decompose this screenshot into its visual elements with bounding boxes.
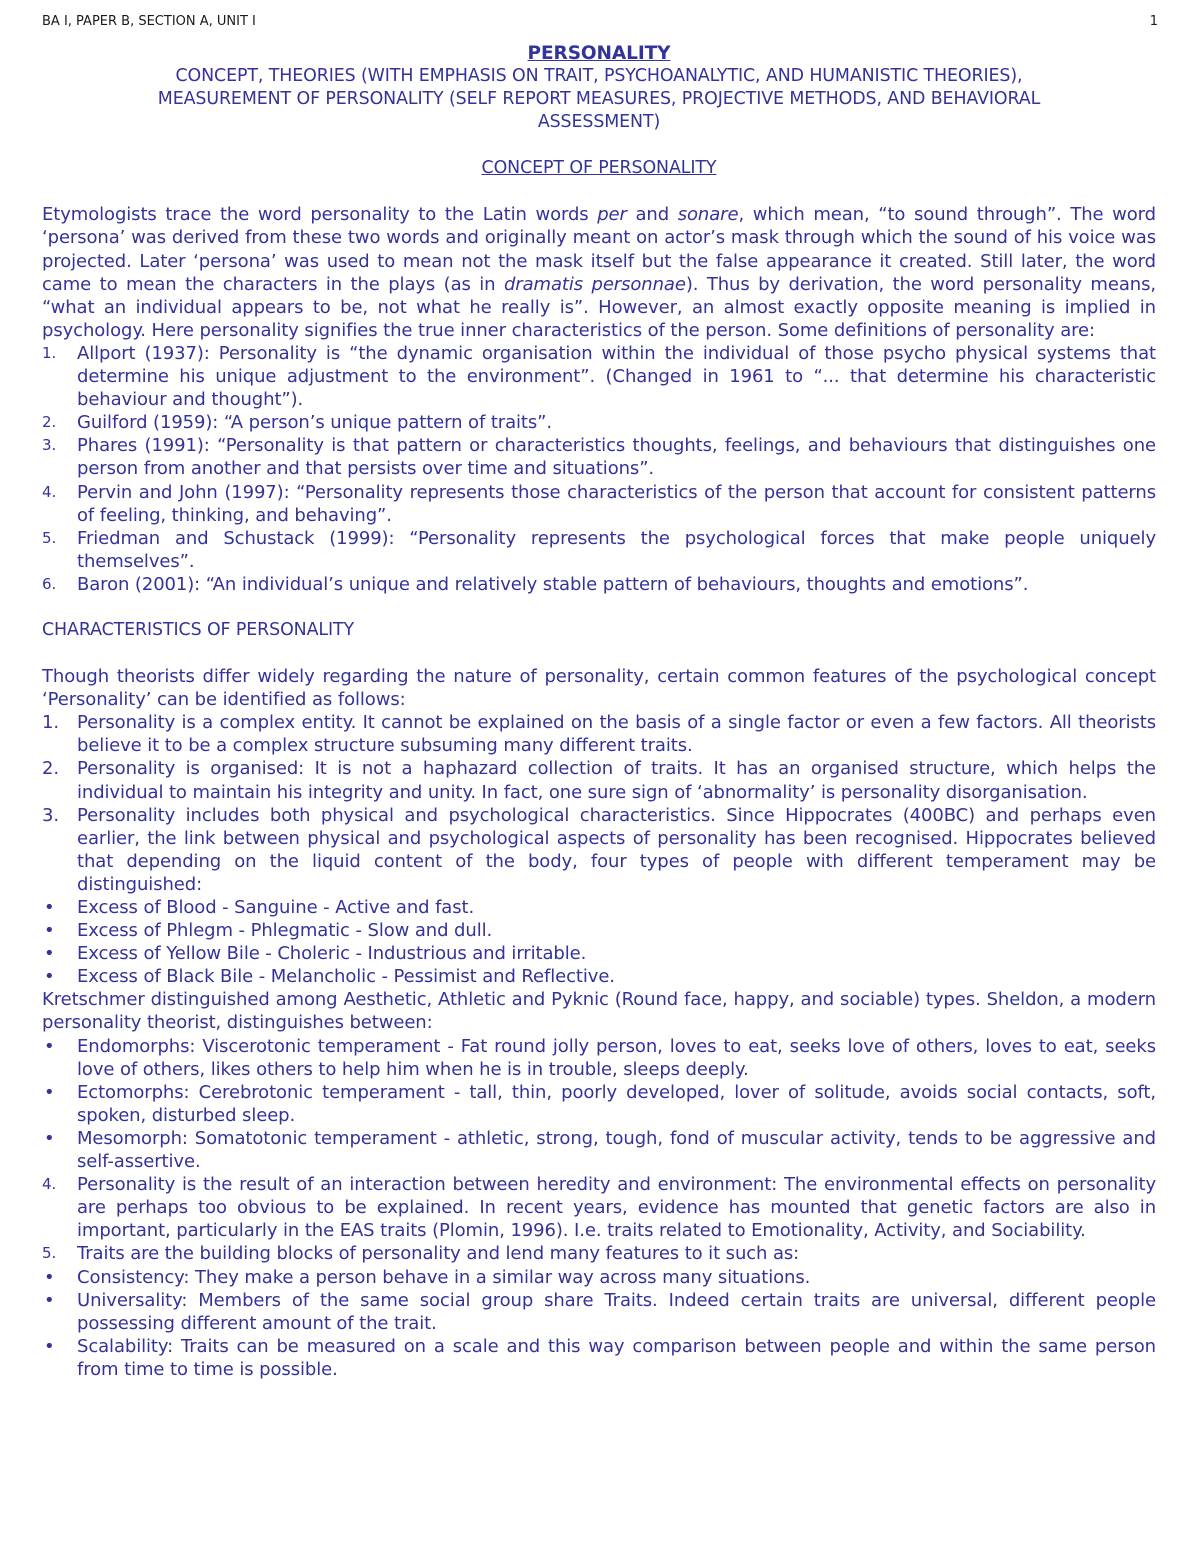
bullet-icon: • (44, 966, 55, 988)
definitions-list (42, 342, 1156, 596)
definition-item (42, 434, 1156, 480)
list-number: 4. (42, 1175, 57, 1194)
somatotype-list (42, 1035, 1156, 1174)
subtitle-line-2: MEASUREMENT OF PERSONALITY (SELF REPORT MEASURES, PROJECTIVE METHODS, AND BEHAVIORAL (157, 89, 1041, 110)
subtitle-line-1: CONCEPT, THEORIES (WITH EMPHASIS ON TRAIT, PSYCHOANALYTIC, AND HUMANISTIC THEORIES), (175, 66, 1023, 86)
bullet-item (42, 896, 1156, 919)
bullet-icon: • (44, 1081, 55, 1103)
bullet-text: Excess of Blood - Sanguine - Active and fast. (77, 897, 475, 918)
bullet-text: Excess of Phlegm - Phlegmatic - Slow and dull. (77, 920, 493, 942)
concept-heading: CONCEPT OF PERSONALITY (481, 158, 717, 179)
temperament-list (42, 896, 1156, 988)
definition-item (42, 481, 1156, 527)
bullet-item (42, 1035, 1156, 1081)
characteristics-list (42, 711, 1156, 896)
bullet-icon: • (44, 897, 55, 918)
bullet-text: Consistency: They make a person behave in a similar way across many situations. (77, 1266, 811, 1288)
intro-text-b: and (626, 204, 678, 226)
bullet-item (42, 1081, 1156, 1127)
characteristic-text: Personality is a complex entity. It cannot be explained on the basis of a single factor or even a few factors. All theorists believe it to be a complex structure subsuming many different traits. (77, 712, 1156, 757)
intro-text-a: Etymologists trace the word personality to the Latin words (42, 204, 598, 226)
intro-term-per: per (597, 204, 627, 226)
bullet-item (42, 1266, 1156, 1289)
list-number: 6. (42, 574, 57, 593)
list-number: 3. (42, 436, 57, 455)
characteristic-item (42, 804, 1156, 896)
characteristics-list-continued (42, 1173, 1156, 1265)
document-body (42, 42, 1156, 1381)
list-number: 5. (42, 528, 57, 547)
bullet-text: Universality: Members of the same social group share Traits. Indeed certain traits are universal, different people possessing different amount of the trait. (77, 1289, 1156, 1334)
list-number: 5. (42, 1244, 57, 1263)
concept-intro-paragraph (42, 203, 1156, 342)
header-course-label: BA I, PAPER B, SECTION A, UNIT I (42, 14, 256, 29)
bullet-item (42, 1335, 1156, 1381)
bullet-item (42, 1127, 1156, 1173)
bullet-text: Scalability: Traits can be measured on a scale and this way comparison between people and within the same person from time to time is possible. (77, 1335, 1156, 1380)
bullet-icon: • (44, 1266, 55, 1288)
characteristics-heading: CHARACTERISTICS OF PERSONALITY (42, 619, 355, 640)
list-number: 2. (42, 758, 59, 780)
definition-text: Friedman and Schustack (1999): “Personality represents the psychological forces that make people uniquely themselves”. (77, 527, 1156, 572)
page-number: 1 (1149, 14, 1158, 29)
characteristic-item (42, 1173, 1156, 1242)
characteristic-item (42, 711, 1156, 757)
intro-term-sonare: sonare (677, 204, 739, 226)
trait-features-list (42, 1266, 1156, 1381)
bullet-text: Excess of Yellow Bile - Choleric - Industrious and irritable. (77, 943, 587, 965)
definition-text: Allport (1937): Personality is “the dynamic organisation within the individual of those psycho physical systems that determine his unique adjustment to the environment”. (Changed in 1961 to “... that determine his characteristic behaviour and thought”). (77, 342, 1156, 411)
list-number: 1. (42, 712, 59, 734)
bullet-icon: • (44, 1035, 55, 1057)
bullet-icon: • (44, 920, 55, 942)
bullet-icon: • (44, 1127, 55, 1149)
intro-text-d: ). Thus by derivation, the word personality means, “what an individual appears to be, not what he really is”. However, an almost exactly opposite meaning is implied in psychology. Here personality signifies the true inner characteristics of the person. Some definitions of personality are: (42, 273, 1156, 341)
definition-text: Pervin and John (1997): “Personality represents those characteristics of the person that account for consistent patterns of feeling, thinking, and behaving”. (77, 481, 1156, 526)
document-title: PERSONALITY (527, 43, 671, 64)
intro-term-dramatis: dramatis personnae (503, 273, 686, 295)
intro-text-c: , which mean, “to sound through”. The word ‘persona’ was derived from these two words and originally meant on actor’s mask through which the sound of his voice was projected. Later ‘persona’ was used to mean not the mask itself but the false appearance it created. Still later, the word came to mean the characters in the plays (as in (42, 204, 1156, 295)
definition-item (42, 342, 1156, 411)
list-number: 4. (42, 482, 57, 501)
definition-item (42, 527, 1156, 573)
definition-text: Baron (2001): “An individual’s unique and relatively stable pattern of behaviours, thoughts and emotions”. (77, 573, 1029, 595)
characteristic-text: Personality includes both physical and psychological characteristics. Since Hippocrates (400BC) and perhaps even earlier, the link between physical and psychological aspects of personality has been recognised. Hippocrates believed that depending on the liquid content of the body, four types of people with different temperament may be distinguished: (77, 804, 1156, 895)
bullet-text: Endomorphs: Viscerotonic temperament - Fat round jolly person, loves to eat, seeks love of others, loves to eat, seeks love of others, likes others to help him when he is in trouble, sleeps deeply. (77, 1035, 1156, 1080)
bullet-icon: • (44, 943, 55, 965)
characteristics-intro: Though theorists differ widely regarding the nature of personality, certain common features of the psychological concept ‘Personality’ can be identified as follows: (42, 666, 1156, 711)
bullet-text: Mesomorph: Somatotonic temperament - athletic, strong, tough, fond of muscular activity, tends to be aggressive and self-assertive. (77, 1127, 1156, 1173)
bullet-item (42, 965, 1156, 988)
bullet-icon: • (44, 1335, 55, 1357)
definition-text: Phares (1991): “Personality is that pattern or characteristics thoughts, feelings, and behaviours that distinguishes one person from another and that persists over time and situations”. (77, 435, 1156, 480)
bullet-item (42, 1289, 1156, 1335)
subtitle-line-3: ASSESSMENT) (537, 112, 661, 133)
definition-item (42, 411, 1156, 434)
characteristic-text: Traits are the building blocks of personality and lend many features to it such as: (77, 1243, 800, 1265)
characteristic-item (42, 1242, 1156, 1265)
characteristic-item (42, 757, 1156, 803)
definition-text: Guilford (1959): “A person’s unique pattern of traits”. (77, 412, 552, 434)
characteristic-text: Personality is the result of an interaction between heredity and environment: The environmental effects on personality are perhaps too obvious to be explained. In recent years, evidence has mounted that genetic factors are also in important, particularly in the EAS traits (Plomin, 1996). I.e. traits related to Emotionality, Activity, and Sociability. (77, 1174, 1156, 1242)
running-header (42, 14, 1158, 32)
bullet-text: Ectomorphs: Cerebrotonic temperament - tall, thin, poorly developed, lover of solitude, avoids social contacts, soft, spoken, disturbed sleep. (77, 1081, 1156, 1126)
list-number: 2. (42, 413, 57, 432)
characteristic-text: Personality is organised: It is not a haphazard collection of traits. It has an organised structure, which helps the individual to maintain his integrity and unity. In fact, one sure sign of ‘abnormality’ is personality disorganisation. (77, 758, 1156, 803)
kretschmer-paragraph: Kretschmer distinguished among Aesthetic, Athletic and Pyknic (Round face, happy, and sociable) types. Sheldon, a modern personality theorist, distinguishes between: (42, 989, 1156, 1034)
list-number: 3. (42, 804, 59, 826)
bullet-item (42, 919, 1156, 942)
bullet-item (42, 942, 1156, 965)
definition-item (42, 573, 1156, 596)
bullet-icon: • (44, 1289, 55, 1311)
bullet-text: Excess of Black Bile - Melancholic - Pessimist and Reflective. (77, 966, 615, 988)
list-number: 1. (42, 343, 57, 362)
